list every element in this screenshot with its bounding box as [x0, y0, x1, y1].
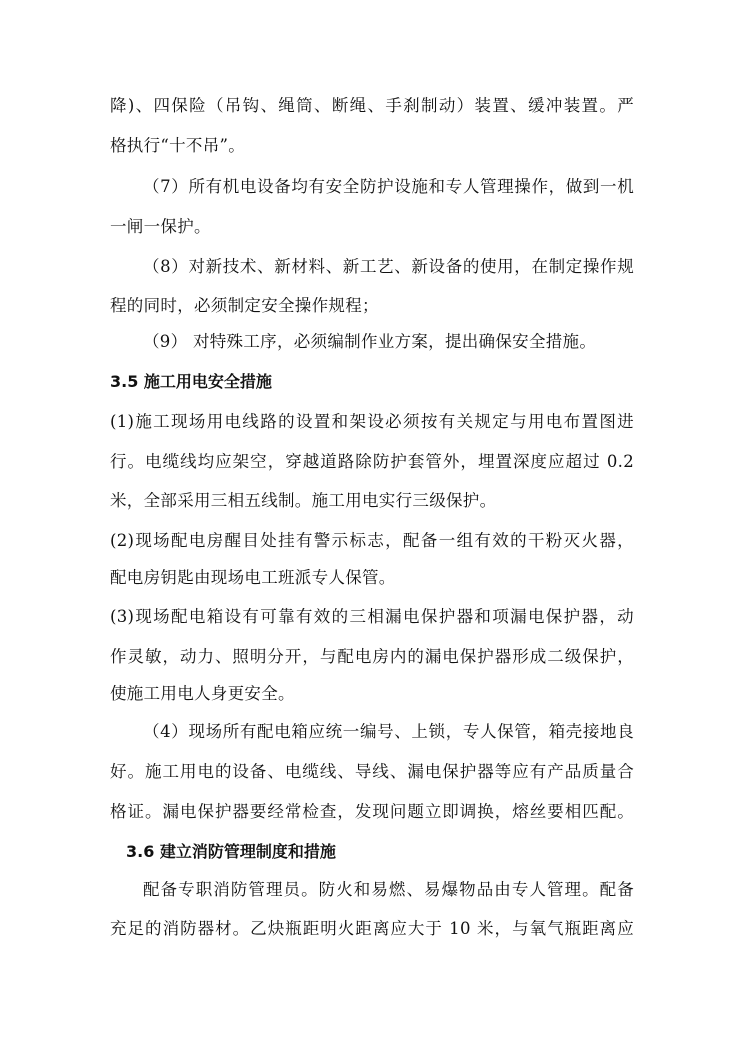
- paragraph-line: 好。施工用电的设备、电缆线、导线、漏电保护器等应有产品质量合: [110, 762, 634, 781]
- paragraph-line: 行。电缆线均应架空，穿越道路除防护套管外，埋置深度应超过 0.2: [110, 452, 634, 471]
- paragraph-line: 降)、四保险（吊钩、绳筒、断绳、手刹制动）装置、缓冲装置。严: [110, 96, 634, 115]
- paragraph-line: （8）对新技术、新材料、新工艺、新设备的使用，在制定操作规: [143, 257, 634, 276]
- paragraph-line: (3)现场配电箱设有可靠有效的三相漏电保护器和项漏电保护器，动: [110, 607, 634, 626]
- paragraph-line: 充足的消防器材。乙炔瓶距明火距离应大于 10 米，与氧气瓶距离应: [110, 919, 634, 938]
- paragraph-line: 使施工用电人身更安全。: [110, 684, 295, 703]
- section-heading: 3.6 建立消防管理制度和措施: [126, 842, 336, 861]
- paragraph-line: 配备专职消防管理员。防火和易燃、易爆物品由专人管理。配备: [143, 880, 634, 899]
- paragraph-line: 米，全部采用三相五线制。施工用电实行三级保护。: [110, 491, 497, 510]
- section-heading: 3.5 施工用电安全措施: [110, 372, 272, 391]
- paragraph-line: 作灵敏，动力、照明分开，与配电房内的漏电保护器形成二级保护，: [110, 647, 634, 666]
- paragraph-line: （7）所有机电设备均有安全防护设施和专人管理操作，做到一机: [143, 177, 634, 196]
- paragraph-line: （9） 对特殊工序，必须编制作业方案，提出确保安全措施。: [143, 332, 597, 351]
- paragraph-line: （4）现场所有配电箱应统一编号、上锁，专人保管，箱壳接地良: [143, 722, 634, 741]
- paragraph-line: (1)施工现场用电线路的设置和架设必须按有关规定与用电布置图进: [110, 412, 634, 431]
- paragraph-line: 格证。漏电保护器要经常检查，发现问题立即调换，熔丝要相匹配。: [110, 802, 634, 821]
- paragraph-line: 一闸一保护。: [110, 217, 211, 236]
- paragraph-line: (2)现场配电房醒目处挂有警示标志，配备一组有效的干粉灭火器，: [110, 531, 634, 550]
- paragraph-line: 配电房钥匙由现场电工班派专人保管。: [110, 568, 396, 587]
- paragraph-line: 程的同时，必须制定安全操作规程；: [110, 296, 379, 315]
- paragraph-line: 格执行“十不吊”。: [110, 136, 246, 155]
